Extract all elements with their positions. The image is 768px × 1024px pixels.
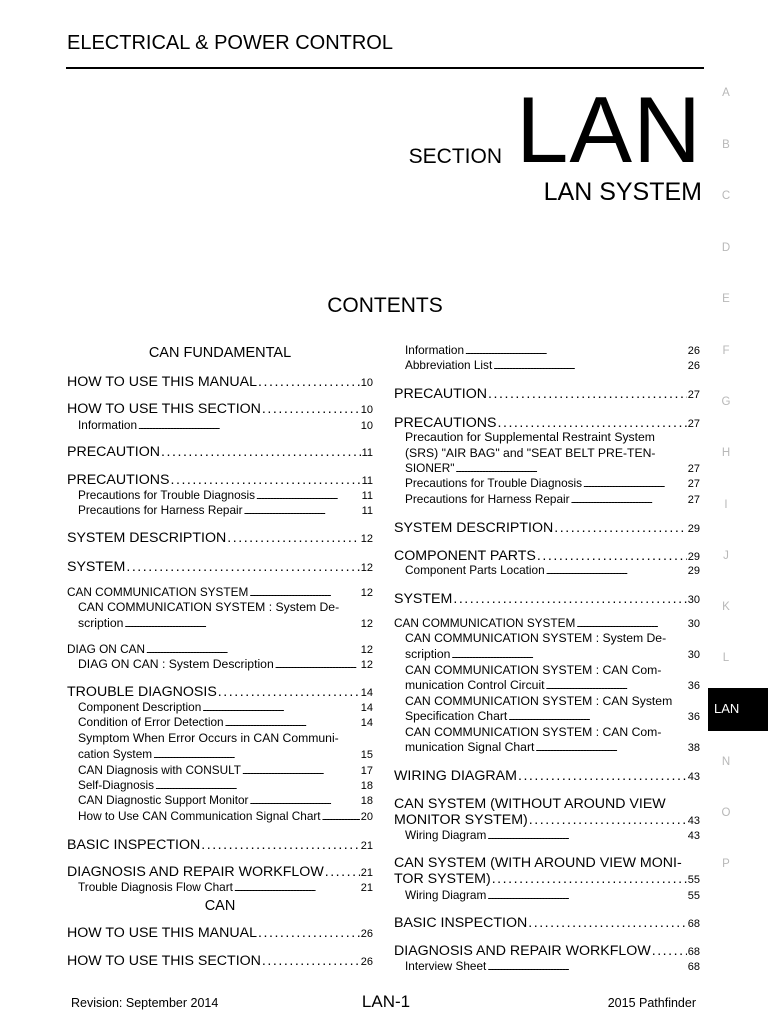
toc-page-number: 12 <box>360 644 373 656</box>
toc-entry[interactable] <box>78 657 373 674</box>
toc-page-number: 10 <box>360 420 373 432</box>
toc-entry-title: SYSTEM <box>394 591 453 607</box>
toc-entry-title: Wiring Diagram <box>405 888 487 902</box>
toc-page-number: 55 <box>687 890 700 902</box>
toc-entry-title: CAN COMMUNICATION SYSTEM <box>394 616 576 630</box>
footer-revision: Revision: September 2014 <box>71 996 219 1010</box>
toc-entry-title: TOR SYSTEM) <box>394 871 491 887</box>
toc-entry[interactable] <box>78 793 373 809</box>
side-index-letter[interactable]: I <box>724 499 728 511</box>
toc-page-number: 11 <box>361 505 373 517</box>
toc-page-number: 15 <box>360 749 373 761</box>
toc-page-number: 10 <box>360 404 373 416</box>
toc-entry[interactable] <box>78 880 373 896</box>
toc-entry-title: Condition of Error Detection <box>78 715 224 729</box>
toc-dot-leader <box>453 590 686 608</box>
toc-page-number: 43 <box>687 771 700 783</box>
toc-dot-leader <box>201 836 360 854</box>
toc-entry[interactable] <box>67 400 373 419</box>
toc-page-number: 55 <box>687 874 700 886</box>
toc-page-number: 21 <box>360 867 373 879</box>
toc-entry-title: BASIC INSPECTION <box>394 915 528 931</box>
side-index-letter[interactable]: L <box>722 652 730 664</box>
toc-page-number: 12 <box>360 562 373 574</box>
toc-entry-text[interactable]: Symptom When Error Occurs in CAN Communi- <box>78 731 339 745</box>
toc-page-number: 26 <box>687 345 700 357</box>
toc-entry[interactable] <box>405 358 700 374</box>
toc-page-number: 12 <box>360 618 373 630</box>
toc-entry[interactable] <box>67 443 373 462</box>
toc-entry-title: How to Use CAN Communication Signal Chart <box>78 809 321 823</box>
toc-page-number: 12 <box>360 587 373 599</box>
toc-entry[interactable] <box>67 952 373 971</box>
toc-entry[interactable] <box>78 763 373 779</box>
toc-entry[interactable] <box>67 373 373 392</box>
side-index-letter[interactable]: O <box>721 807 731 819</box>
toc-entry-title: SIONER" <box>405 461 455 475</box>
toc-dot-leader <box>554 519 687 537</box>
toc-entry[interactable] <box>405 678 700 695</box>
toc-entry[interactable] <box>67 529 373 548</box>
toc-dot-leader <box>508 709 686 726</box>
toc-entry-title: SYSTEM DESCRIPTION <box>67 530 227 546</box>
toc-entry-title: Component Parts Location <box>405 563 545 577</box>
toc-entry-title: Precautions for Trouble Diagnosis <box>405 476 583 490</box>
toc-entry[interactable] <box>78 747 373 763</box>
side-index-letter[interactable]: D <box>721 242 731 254</box>
toc-entry-text[interactable]: CAN SYSTEM (WITHOUT AROUND VIEW <box>394 796 666 812</box>
side-index-letter[interactable]: G <box>721 396 731 408</box>
side-index-letter[interactable]: F <box>722 345 730 357</box>
toc-entry[interactable] <box>78 778 373 794</box>
toc-entry[interactable] <box>394 590 700 609</box>
toc-entry-text[interactable]: CAN COMMUNICATION SYSTEM : System De- <box>78 600 340 614</box>
footer-model: 2015 Pathfinder <box>607 996 696 1010</box>
toc-entry[interactable] <box>394 870 700 889</box>
toc-entry[interactable] <box>78 488 373 504</box>
toc-entry-text[interactable]: (SRS) "AIR BAG" and "SEAT BELT PRE-TEN- <box>405 446 656 460</box>
toc-page-number: 12 <box>360 533 373 545</box>
toc-dot-leader <box>487 828 686 844</box>
toc-entry-title: HOW TO USE THIS SECTION <box>67 953 261 969</box>
toc-entry-title: scription <box>78 616 124 630</box>
toc-entry-title: Specification Chart <box>405 709 508 723</box>
toc-entry-title: cation System <box>78 747 153 761</box>
toc-entry[interactable] <box>78 616 373 633</box>
toc-entry-title: BASIC INSPECTION <box>67 837 201 853</box>
header-title: ELECTRICAL & POWER CONTROL <box>67 32 393 54</box>
toc-page-number: 27 <box>687 478 700 490</box>
section-label: SECTION <box>408 145 502 168</box>
toc-entry-title: Interview Sheet <box>405 959 487 973</box>
toc-dot-leader <box>202 700 359 716</box>
toc-page-number: 68 <box>687 946 700 958</box>
toc-page-number: 11 <box>361 447 373 459</box>
toc-entry-title: munication Signal Chart <box>405 740 535 754</box>
side-tab-label: LAN <box>714 701 740 716</box>
toc-entry-title: SYSTEM <box>67 559 126 575</box>
side-index-letter[interactable]: J <box>723 550 729 562</box>
toc-entry-text[interactable]: CAN SYSTEM (WITH AROUND VIEW MONI- <box>394 855 682 871</box>
side-index-letter[interactable]: C <box>721 190 731 202</box>
header-divider <box>66 67 704 69</box>
toc-entry-title: COMPONENT PARTS <box>394 548 536 564</box>
toc-dot-leader <box>161 443 361 461</box>
toc-entry[interactable] <box>78 503 373 519</box>
toc-entry-text[interactable]: Precaution for Supplemental Restraint System <box>405 430 655 444</box>
toc-entry-title: PRECAUTIONS <box>394 415 497 431</box>
side-index-letter[interactable]: B <box>722 139 730 151</box>
toc-page-number: 14 <box>360 687 373 699</box>
toc-dot-leader <box>488 385 687 403</box>
toc-dot-leader <box>455 461 686 477</box>
toc-page-number: 18 <box>360 795 373 807</box>
toc-entry-title: Wiring Diagram <box>405 828 487 842</box>
toc-dot-leader <box>529 811 687 829</box>
toc-dot-leader <box>487 888 686 904</box>
toc-page-number: 20 <box>360 811 373 823</box>
toc-entry[interactable] <box>78 715 373 731</box>
toc-dot-leader <box>234 880 360 896</box>
toc-entry[interactable] <box>394 385 700 404</box>
toc-entry-title: PRECAUTION <box>394 386 488 402</box>
toc-entry-title: Information <box>405 343 465 357</box>
toc-entry[interactable] <box>394 914 700 933</box>
footer-page-number: LAN-1 <box>361 992 411 1011</box>
toc-dot-leader <box>583 476 687 492</box>
toc-group-heading: CAN <box>204 898 236 914</box>
toc-dot-leader <box>571 492 687 508</box>
toc-dot-leader <box>528 914 687 932</box>
toc-entry-title: MONITOR SYSTEM) <box>394 812 528 828</box>
toc-entry-title: Precautions for Trouble Diagnosis <box>78 488 256 502</box>
contents-title: CONTENTS <box>327 294 443 317</box>
toc-dot-leader <box>242 763 360 779</box>
toc-entry-title: DIAG ON CAN : System Description <box>78 657 274 671</box>
toc-dot-leader <box>256 488 361 504</box>
toc-entry-title: HOW TO USE THIS SECTION <box>67 401 261 417</box>
toc-dot-leader <box>218 683 360 701</box>
toc-dot-leader <box>535 740 686 757</box>
toc-entry[interactable] <box>67 924 373 943</box>
toc-page-number: 18 <box>360 780 373 792</box>
toc-entry-text[interactable]: CAN COMMUNICATION SYSTEM : CAN Com- <box>405 663 662 677</box>
toc-page-number: 27 <box>687 494 700 506</box>
side-index-letter[interactable]: E <box>722 293 730 305</box>
toc-page-number: 43 <box>687 815 700 827</box>
side-index-letter[interactable]: A <box>722 87 730 99</box>
toc-page-number: 12 <box>360 659 373 671</box>
toc-entry-title: PRECAUTION <box>67 444 161 460</box>
toc-entry[interactable] <box>405 563 700 579</box>
toc-entry-title: HOW TO USE THIS MANUAL <box>67 925 257 941</box>
toc-dot-leader <box>138 418 360 434</box>
toc-dot-leader <box>325 863 360 881</box>
toc-page-number: 26 <box>687 360 700 372</box>
toc-entry-text[interactable]: CAN COMMUNICATION SYSTEM : System De- <box>405 631 667 645</box>
toc-dot-leader <box>451 647 686 664</box>
toc-page-number: 10 <box>360 377 373 389</box>
toc-page-number: 30 <box>687 618 700 630</box>
toc-dot-leader <box>126 558 359 576</box>
toc-page-number: 43 <box>687 830 700 842</box>
toc-entry[interactable] <box>405 461 700 477</box>
toc-entry-title: Precautions for Harness Repair <box>78 503 243 517</box>
toc-dot-leader <box>258 373 360 391</box>
toc-dot-leader <box>465 343 687 359</box>
toc-page-number: 68 <box>687 918 700 930</box>
toc-page-number: 17 <box>360 765 373 777</box>
toc-dot-leader <box>262 952 360 970</box>
toc-page-number: 30 <box>687 594 700 606</box>
toc-entry-text[interactable]: CAN COMMUNICATION SYSTEM : CAN System <box>405 694 673 708</box>
toc-entry-title: scription <box>405 647 451 661</box>
toc-entry-title: Abbreviation List <box>405 358 493 372</box>
toc-entry[interactable] <box>394 519 700 538</box>
section-code: LAN <box>516 77 702 182</box>
toc-page-number: 21 <box>360 882 373 894</box>
toc-entry[interactable] <box>394 767 700 786</box>
toc-entry-title: HOW TO USE THIS MANUAL <box>67 374 257 390</box>
toc-entry[interactable] <box>67 836 373 855</box>
toc-dot-leader <box>244 503 361 519</box>
side-index-letter[interactable]: K <box>722 601 730 613</box>
toc-group-heading: CAN FUNDAMENTAL <box>148 345 292 361</box>
toc-entry[interactable] <box>405 476 700 492</box>
toc-entry[interactable] <box>405 888 700 904</box>
toc-page-number: 38 <box>687 742 700 754</box>
toc-page-number: 21 <box>360 840 373 852</box>
toc-entry-title: Trouble Diagnosis Flow Chart <box>78 880 233 894</box>
toc-entry[interactable] <box>405 647 700 664</box>
toc-entry-title: CAN COMMUNICATION SYSTEM <box>67 585 249 599</box>
toc-dot-leader <box>227 529 360 547</box>
toc-page-number: 68 <box>687 961 700 973</box>
toc-entry-title: Information <box>78 418 138 432</box>
toc-page-number: 11 <box>361 475 373 487</box>
toc-page-number: 14 <box>360 717 373 729</box>
toc-entry-title: Precautions for Harness Repair <box>405 492 570 506</box>
toc-entry[interactable] <box>405 709 700 726</box>
toc-entry-title: WIRING DIAGRAM <box>394 768 517 784</box>
toc-dot-leader <box>225 715 360 731</box>
toc-entry-title: DIAGNOSIS AND REPAIR WORKFLOW <box>394 943 651 959</box>
toc-entry-text[interactable]: CAN COMMUNICATION SYSTEM : CAN Com- <box>405 725 662 739</box>
toc-entry-title: munication Control Circuit <box>405 678 545 692</box>
toc-page-number: 11 <box>361 490 373 502</box>
toc-dot-leader <box>262 400 360 418</box>
toc-entry[interactable] <box>78 700 373 716</box>
toc-page-number: 30 <box>687 649 700 661</box>
toc-page-number: 27 <box>687 418 700 430</box>
toc-entry[interactable] <box>405 828 700 844</box>
toc-dot-leader <box>275 657 360 674</box>
toc-dot-leader <box>518 767 687 785</box>
toc-dot-leader <box>493 358 687 374</box>
toc-dot-leader <box>546 563 687 579</box>
toc-entry[interactable] <box>405 492 700 508</box>
side-tab-current[interactable] <box>708 688 768 731</box>
toc-page-number: 27 <box>687 463 700 475</box>
toc-dot-leader <box>546 678 687 695</box>
section-name: LAN SYSTEM <box>543 178 702 206</box>
side-index-letter[interactable]: H <box>721 447 731 459</box>
toc-dot-leader <box>652 942 687 960</box>
toc-page-number: 36 <box>687 711 700 723</box>
toc-entry[interactable] <box>405 740 700 757</box>
toc-entry[interactable] <box>78 418 373 434</box>
toc-dot-leader <box>170 471 360 489</box>
toc-entry-title: Component Description <box>78 700 202 714</box>
side-index-letter[interactable]: P <box>722 858 730 870</box>
toc-page-number: 29 <box>687 523 700 535</box>
toc-entry-title: PRECAUTIONS <box>67 472 170 488</box>
toc-entry[interactable] <box>405 959 700 975</box>
toc-dot-leader <box>492 870 687 888</box>
toc-dot-leader <box>249 793 359 809</box>
toc-page-number: 14 <box>360 702 373 714</box>
toc-page-number: 29 <box>687 565 700 577</box>
toc-dot-leader <box>487 959 686 975</box>
toc-entry[interactable] <box>67 558 373 577</box>
toc-dot-leader <box>322 809 360 825</box>
toc-dot-leader <box>258 924 360 942</box>
toc-entry-title: SYSTEM DESCRIPTION <box>394 520 554 536</box>
toc-page-number: 26 <box>360 928 373 940</box>
toc-entry-title: TROUBLE DIAGNOSIS <box>67 684 217 700</box>
toc-entry[interactable] <box>78 809 373 825</box>
toc-page-number: 27 <box>687 389 700 401</box>
toc-page-number: 26 <box>360 956 373 968</box>
toc-entry-title: DIAG ON CAN <box>67 642 145 656</box>
side-index-letter[interactable]: N <box>721 756 731 768</box>
toc-entry-title: DIAGNOSIS AND REPAIR WORKFLOW <box>67 864 324 880</box>
toc-dot-leader <box>124 616 359 633</box>
toc-entry-title: CAN Diagnostic Support Monitor <box>78 793 249 807</box>
toc-dot-leader <box>155 778 360 794</box>
toc-page-number: 36 <box>687 680 700 692</box>
toc-page-number: 29 <box>687 551 700 563</box>
toc-entry-title: Self-Diagnosis <box>78 778 155 792</box>
toc-entry-title: CAN Diagnosis with CONSULT <box>78 763 242 777</box>
toc-entry[interactable] <box>405 343 700 359</box>
toc-dot-leader <box>153 747 360 763</box>
